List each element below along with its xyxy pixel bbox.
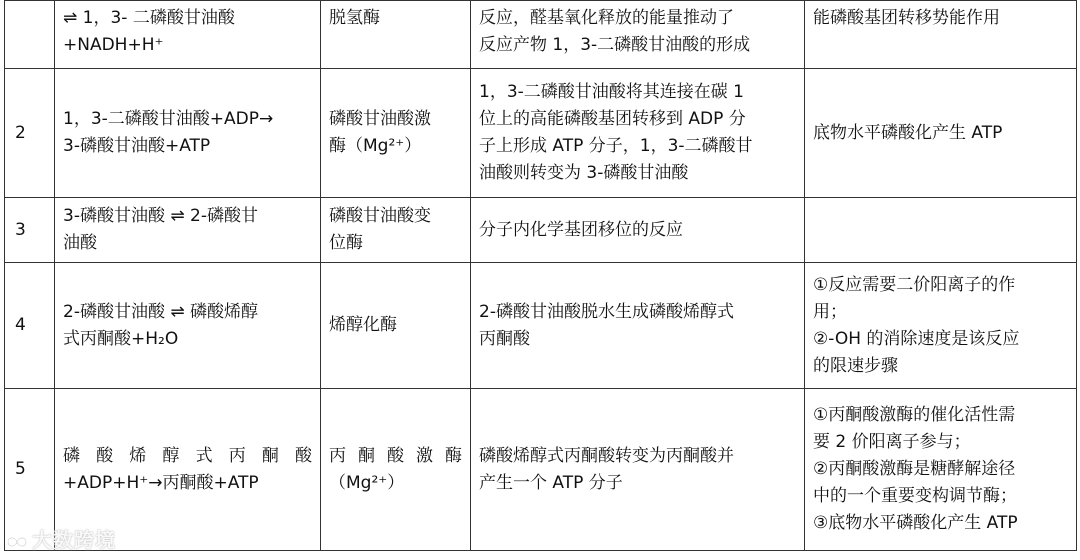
table-row bbox=[5, 263, 1077, 389]
note-cell: ①丙酮酸激酶的催化活性需 要 2 价阳离子参与； ②丙酮酸激酶是糖酵解途径 中的一个重要变构调节酶； ③底物水平磷酸化产生 ATP bbox=[805, 389, 1077, 551]
enzyme-cell: 烯醇化酶 bbox=[321, 263, 471, 389]
infinity-logo-icon bbox=[6, 533, 28, 551]
note-cell bbox=[805, 198, 1077, 263]
description-cell: 反应，醛基氧化释放的能量推动了 反应产物 1，3-二磷酸甘油酸的形成 bbox=[471, 1, 805, 69]
description-cell: 2-磷酸甘油酸脱水生成磷酸烯醇式 丙酮酸 bbox=[471, 263, 805, 389]
table-row bbox=[5, 69, 1077, 198]
table-row bbox=[5, 1, 1077, 69]
enzyme-cell: 磷酸甘油酸变 位酶 bbox=[321, 198, 471, 263]
enzyme-cell: 脱氢酶 bbox=[321, 1, 471, 69]
step-cell bbox=[5, 1, 55, 69]
glycolysis-table bbox=[4, 0, 1077, 551]
note-cell: 能磷酸基团转移势能作用 bbox=[805, 1, 1077, 69]
watermark bbox=[6, 524, 116, 553]
watermark-text: 大数跨境 bbox=[32, 528, 116, 552]
enzyme-cell: 磷酸甘油酸激 酶（Mg²⁺） bbox=[321, 69, 471, 198]
reaction-cell: 2-磷酸甘油酸 ⇌ 磷酸烯醇 式丙酮酸+H₂O bbox=[55, 263, 321, 389]
description-cell: 分子内化学基团移位的反应 bbox=[471, 198, 805, 263]
note-cell: ①反应需要二价阳离子的作 用； ②-OH 的消除速度是该反应 的限速步骤 bbox=[805, 263, 1077, 389]
reaction-cell: 3-磷酸甘油酸 ⇌ 2-磷酸甘 油酸 bbox=[55, 198, 321, 263]
table-row bbox=[5, 389, 1077, 551]
reaction-cell: ⇌ 1，3- 二磷酸甘油酸 +NADH+H⁺ bbox=[55, 1, 321, 69]
step-cell: 2 bbox=[5, 69, 55, 198]
reaction-cell: 磷酸烯醇式丙酮酸 +ADP+H⁺→丙酮酸+ATP bbox=[55, 389, 321, 551]
reaction-cell: 1，3-二磷酸甘油酸+ADP→ 3-磷酸甘油酸+ATP bbox=[55, 69, 321, 198]
step-cell: 3 bbox=[5, 198, 55, 263]
description-cell: 1，3-二磷酸甘油酸将其连接在碳 1 位上的高能磷酸基团转移到 ADP 分 子上形成 ATP 分子，1，3-二磷酸甘 油酸则转变为 3-磷酸甘油酸 bbox=[471, 69, 805, 198]
enzyme-cell: 丙酮酸激酶 （Mg²⁺） bbox=[321, 389, 471, 551]
step-cell: 4 bbox=[5, 263, 55, 389]
step-cell: 5 bbox=[5, 389, 55, 551]
description-cell: 磷酸烯醇式丙酮酸转变为丙酮酸并 产生一个 ATP 分子 bbox=[471, 389, 805, 551]
note-cell: 底物水平磷酸化产生 ATP bbox=[805, 69, 1077, 198]
table-row bbox=[5, 198, 1077, 263]
